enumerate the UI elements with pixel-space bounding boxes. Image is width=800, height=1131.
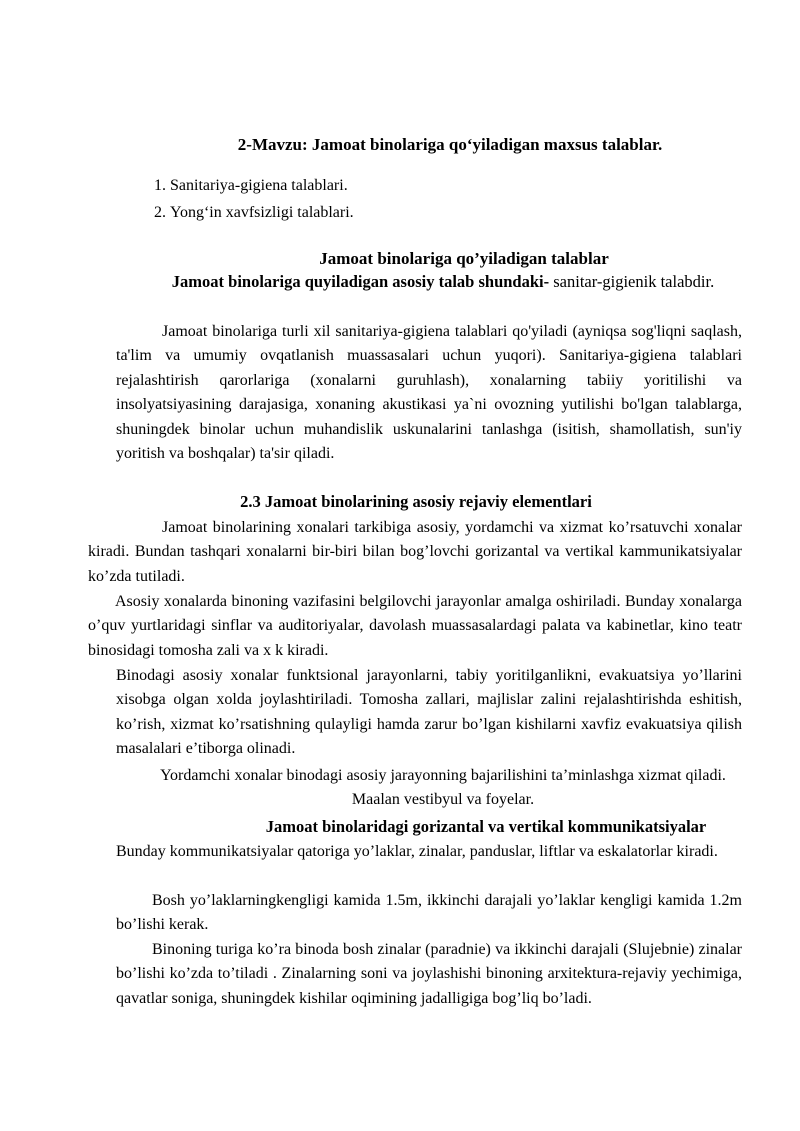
lead-statement xyxy=(150,270,736,294)
section-heading-planning-elements: 2.3 Jamoat binolarining asosiy rejaviy elementlari xyxy=(240,492,592,511)
paragraph-communications-list xyxy=(116,840,742,864)
paragraph-room-types xyxy=(88,516,742,589)
paragraph-text: Bunday kommunikatsiyalar qatoriga yo’laklar, zinalar, panduslar, liftlar va eskalatorlar kiradi. xyxy=(116,843,718,860)
paragraph-text: Asosiy xonalarda binoning vazifasini belgilovchi jarayonlar amalga oshiriladi. Bunday xonalarga o’quv yurtlaridagi sinflar va auditoriyalar, davolash muassasalardagi palata va kabinetlar, kino teatr binosidagi tomosha zali va x k kiradi. xyxy=(88,593,742,659)
lead-bold-text: Jamoat binolariga quyiladigan asosiy talab shundaki- xyxy=(171,272,550,291)
section-heading-requirements: Jamoat binolariga qo’yiladigan talablar xyxy=(319,249,609,268)
paragraph-sanitary xyxy=(116,320,742,466)
lead-rest-text: sanitar-gigienik talabdir. xyxy=(549,272,715,291)
paragraph-auxiliary-rooms: Yordamchi xonalar binodagi asosiy jarayonning bajarilishini ta’minlashga xizmat qiladi. Maalan vestibyul va foyelar. xyxy=(160,767,726,809)
paragraph-corridor-width xyxy=(116,889,742,938)
paragraph-text: Jamoat binolariga turli xil sanitariya-gigiena talablari qo'yiladi (ayniqsa sog'liqni saqlash, ta'lim va umumiy ovqatlanish muassasalari uchun yuqori). Sanitariya-gigiena talablari rejalashtirish qarorlariga (xonalarni guruhlash), xonalarning tabiiy yoritilishi va insolyatsiyasining darajasiga, xonaning akustikasi ya`ni ovozning yutilishi bo'lgan talablarga, shuningdek binolar uchun muhandislik uskunalarini tanlashga (isitish, shamollatish, sun'iy yoritish va boshqalar) ta'sir qiladi. xyxy=(116,323,742,463)
paragraph-stairs xyxy=(116,938,742,1011)
paragraph-text: Binodagi asosiy xonalar funktsional jarayonlarni, tabiy yoritilganlikni, evakuatsiya yo’llarini xisobga olgan xolda joylashtiriladi. Tomosha zallari, majlislar zalini rejalashtirishda eshitish, ko’rish, xizmat ko’rsatishning qulayligi hamda zarur bo’lgan kishilarni xavfiz evakuatsiya qilish masalalari e’tiborga olinadi. xyxy=(116,667,742,758)
paragraph-text: Bosh yo’laklarningkengligi kamida 1.5m, ikkinchi darajali yo’laklar kengligi kamida 1.2m bo’lishi kerak. xyxy=(116,892,742,934)
page-title: 2-Mavzu: Jamoat binolariga qo‘yiladigan maxsus talablar. xyxy=(237,135,663,154)
topic-list xyxy=(146,172,354,226)
paragraph-room-placement xyxy=(116,664,742,762)
paragraph-text: Binoning turiga ko’ra binoda bosh zinalar (paradnie) va ikkinchi darajali (Slujebnie) zinalar bo’lishi ko’zda to’tiladi . Zinalarning soni va joylashishi binoning arxitektura-rejaviy yechimiga, qavatlar soniga, shuningdek kishilar oqimining jadalligiga bog’liq bo’ladi. xyxy=(116,941,742,1007)
list-item: 2. Yong‘in xavfsizligi talablari. xyxy=(170,199,354,226)
section-heading-communications: Jamoat binolaridagi gorizantal va vertikal kommunikatsiyalar xyxy=(265,817,707,836)
paragraph-main-rooms xyxy=(88,590,742,663)
list-item: 1. Sanitariya-gigiena talablari. xyxy=(170,172,354,199)
paragraph-text: Jamoat binolarining xonalari tarkibiga asosiy, yordamchi va xizmat ko’rsatuvchi xonalar kiradi. Bundan tashqari xonalarni bir-biri bilan bog’lovchi gorizantal va vertikal kammunikatsiyalar ko’zda tutiladi. xyxy=(88,519,742,585)
